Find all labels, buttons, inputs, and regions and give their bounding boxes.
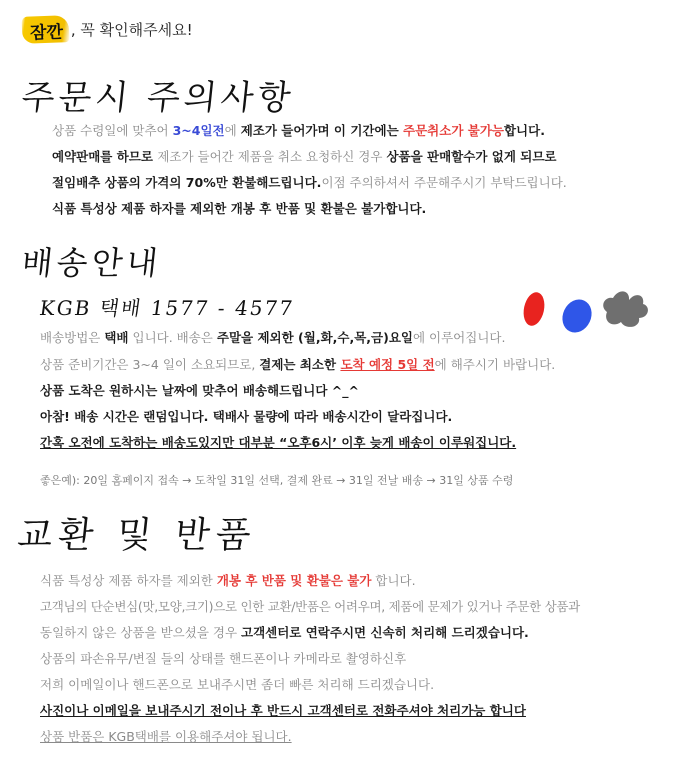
paint-blobs [515, 286, 660, 338]
return-line-5: 저희 이메일이나 핸드폰으로 보내주시면 좀더 빠른 처리해 드리겠습니다. [40, 677, 435, 692]
order-line-3: 절임배추 상품의 가격의 70%만 환불해드립니다.이점 주의하셔서 주문해주시기 부탁드립니다. [52, 175, 567, 190]
shipping-line-4: 아참! 배송 시간은 랜덤입니다. 택배사 물량에 따라 배송시간이 달라집니다. [40, 409, 453, 424]
notice-highlight: 잠깐 [22, 15, 70, 44]
order-notice-title: 주문시 주의사항 [19, 78, 297, 118]
shipping-line-1: 배송방법은 택배 입니다. 배송은 주말을 제외한 (월,화,수,목,금)요일에 이루어집니다. [40, 330, 506, 345]
return-line-1: 식품 특성상 제품 하자를 제외한 개봉 후 반품 및 환불은 불가 합니다. [40, 573, 416, 588]
shipping-line-2: 상품 준비기간은 3~4 일이 소요되므로, 결제는 최소한 도착 예정 5일 전에 해주시기 바랍니다. [40, 357, 556, 372]
notice-banner [22, 14, 193, 44]
return-line-6: 사진이나 이메일을 보내주시기 전이나 후 반드시 고객센터로 전화주셔야 처리가능 합니다 [40, 703, 526, 718]
notice-text: , 꼭 확인해주세요! [70, 20, 193, 39]
return-line-4: 상품의 파손유무/변질 들의 상태를 핸드폰이나 카메라로 촬영하신후 [40, 651, 407, 666]
order-line-2: 예약판매를 하므로 제조가 들어간 제품을 취소 요청하신 경우 상품을 판매할수가 없게 되므로 [52, 149, 557, 164]
return-line-3: 동일하지 않은 상품을 받으셨을 경우 고객센터로 연락주시면 신속히 처리해 드리겠습니다. [40, 625, 529, 640]
order-line-4: 식품 특성상 제품 하자를 제외한 개봉 후 반품 및 환불은 불가합니다. [52, 201, 427, 216]
red-paint-blob [521, 290, 548, 327]
courier-phone: KGB 택배 1577 - 4577 [38, 296, 296, 320]
shipping-example: 좋은예): 20일 홈페이지 접속 → 도착일 31일 선택, 결제 완료 → 31일 전날 배송 → 31일 상품 수령 [40, 474, 514, 487]
order-line-1: 상품 수령일에 맞추어 3~4일전에 제조가 들어가며 이 기간에는 주문취소가 불가능합니다. [52, 123, 545, 138]
return-line-2: 고객님의 단순변심(맛,모양,크기)으로 인한 교환/반품은 어려우며, 제품에 문제가 있거나 주문한 상품과 [40, 599, 580, 614]
shipping-title: 배송안내 [19, 244, 164, 282]
return-line-7: 상품 반품은 KGB택배를 이용해주셔야 됩니다. [40, 729, 292, 744]
shipping-line-3: 상품 도착은 원하시는 날짜에 맞추어 배송해드립니다 ^_^ [40, 383, 359, 398]
gray-paint-blob [603, 291, 648, 327]
exchange-return-title: 교환 및 반품 [15, 515, 259, 556]
blue-paint-blob [557, 295, 597, 338]
shipping-line-5: 간혹 오전에 도착하는 배송도있지만 대부분 “오후6시’ 이후 늦게 배송이 이루워집니다. [40, 435, 517, 450]
